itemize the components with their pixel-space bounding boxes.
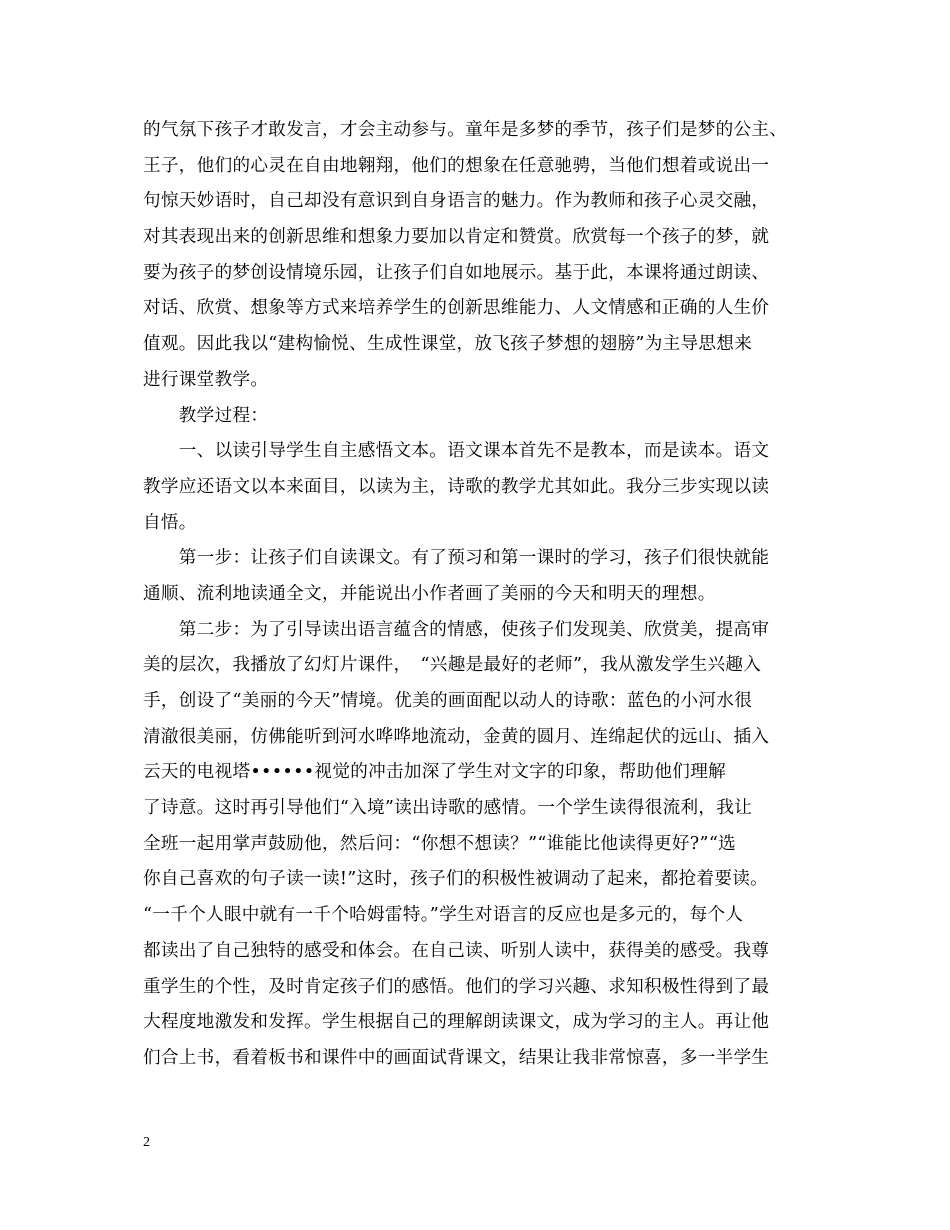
document-body xyxy=(143,113,823,1077)
text-line: 第一步：让孩子们自读课文。有了预习和第一课时的学习，孩子们很快就能 xyxy=(143,548,770,569)
text-line: 都读出了自己独特的感受和体会。在自己读、听别人读中，获得美的感受。我尊 xyxy=(143,940,770,961)
text-line: 值观。因此我以“建构愉悦、生成性课堂，放飞孩子梦想的翅膀”为主导思想来 xyxy=(143,334,753,355)
text-line: 通顺、流利地读通全文，并能说出小作者画了美丽的今天和明天的理想。 xyxy=(143,583,716,604)
text-line: 对其表现出来的创新思维和想象力要加以肯定和赞赏。欣赏每一个孩子的梦，就 xyxy=(143,227,770,248)
text-line: 云天的电视塔••••••视觉的冲击加深了学生对文字的印象，帮助他们理解 xyxy=(143,762,726,783)
text-line: 进行课堂教学。 xyxy=(143,369,269,390)
text-line: 教学应还语文以本来面目，以读为主，诗歌的教学尤其如此。我分三步实现以读 xyxy=(143,476,770,497)
text-line: 要为孩子的梦创设情境乐园，让孩子们自如地展示。基于此，本课将通过朗读、 xyxy=(143,262,770,283)
text-line: 王子，他们的心灵在自由地翱翔，他们的想象在任意驰骋，当他们想着或说出一 xyxy=(143,155,770,176)
text-line: 你自己喜欢的句子读一读!”这时，孩子们的积极性被调动了起来，都抢着要读。 xyxy=(143,869,769,890)
text-line: 自悟。 xyxy=(143,512,197,533)
text-line: 对话、欣赏、想象等方式来培养学生的创新思维能力、人文情感和正确的人生价 xyxy=(143,298,770,319)
text-line: 第二步：为了引导读出语言蕴含的情感，使孩子们发现美、欣赏美，提高审 xyxy=(143,619,770,640)
text-line: 重学生的个性，及时肯定孩子们的感悟。他们的学习兴趣、求知积极性得到了最 xyxy=(143,976,770,997)
text-line: “一千个人眼中就有一千个哈姆雷特。”学生对语言的反应也是多元的，每个人 xyxy=(143,905,744,926)
text-line: 清澈很美丽，仿佛能听到河水哗哗地流动，金黄的圆月、连绵起伏的远山、插入 xyxy=(143,726,770,747)
text-line: 美的层次，我播放了幻灯片课件， “兴趣是最好的老师”，我从激发学生兴趣入 xyxy=(143,655,762,676)
text-line: 句惊天妙语时，自己却没有意识到自身语言的魅力。作为教师和孩子心灵交融， xyxy=(143,191,770,212)
text-line: 的气氛下孩子才敢发言，才会主动参与。童年是多梦的季节，孩子们是梦的公主、 xyxy=(143,120,788,140)
text-line: 大程度地激发和发挥。学生根据自己的理解朗读课文，成为学习的主人。再让他 xyxy=(143,1012,770,1033)
text-line: 们合上书，看着板书和课件中的画面试背课文，结果让我非常惊喜，多一半学生 xyxy=(143,1047,770,1068)
text-line: 全班一起用掌声鼓励他，然后问：“你想不想读？”“谁能比他读得更好?”“选 xyxy=(143,833,737,854)
section-heading: 教学过程： xyxy=(143,405,269,426)
text-line: 手，创设了“美丽的今天”情境。优美的画面配以动人的诗歌：蓝色的小河水很 xyxy=(143,691,753,711)
text-line: 了诗意。这时再引导他们“入境”读出诗歌的感情。一个学生读得很流利，我让 xyxy=(143,798,753,819)
page-number: 2 xyxy=(143,1135,150,1150)
text-line: 一、以读引导学生自主感悟文本。语文课本首先不是教本，而是读本。语文 xyxy=(143,441,770,462)
